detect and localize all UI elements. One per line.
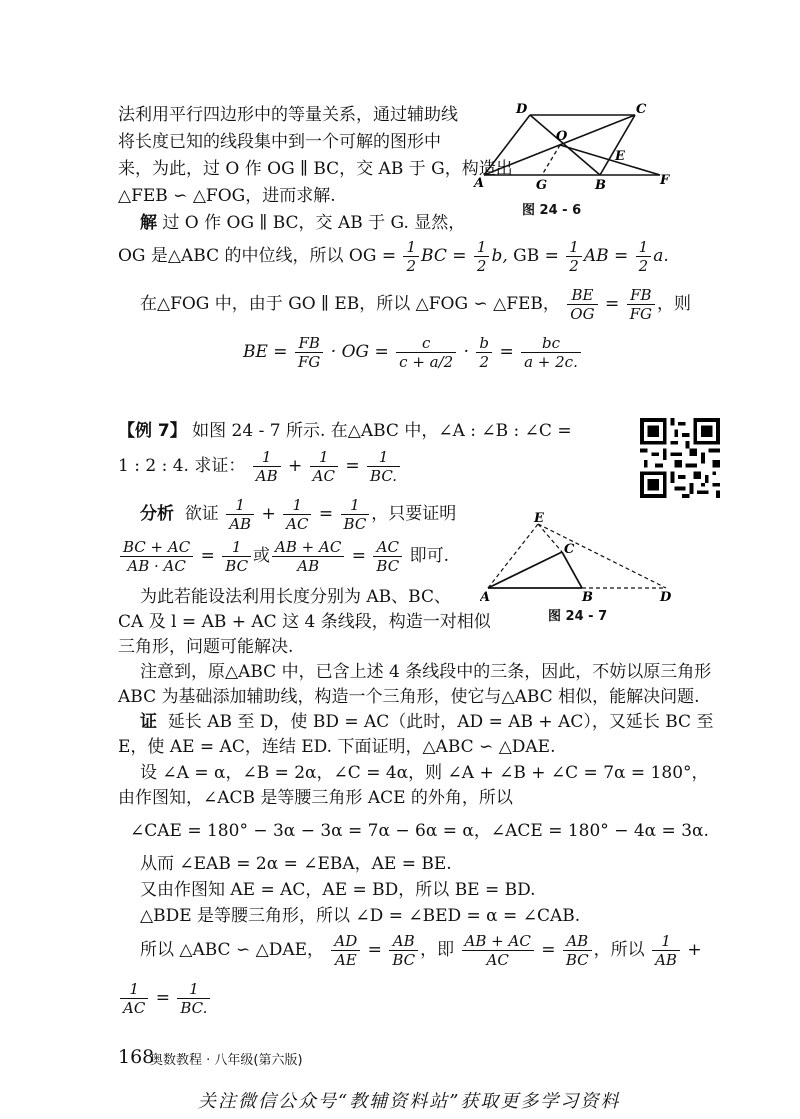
fraction — [295, 334, 323, 371]
numerator: BC + AC — [120, 538, 193, 557]
math-text: BE = — [243, 342, 288, 362]
analysis-label: 分析 — [140, 504, 174, 524]
numerator: 1 — [177, 980, 210, 999]
fraction — [521, 334, 581, 371]
text-line: 又由作图知 AE = AC，AE = BD，所以 BE = BD. — [140, 880, 536, 900]
numerator: 1 — [226, 496, 254, 515]
fraction — [567, 286, 597, 323]
numerator: 1 — [120, 980, 148, 999]
math-text: 所以 △ABC ∽ △DAE， — [140, 940, 325, 960]
denominator: BC — [225, 557, 249, 575]
fraction — [462, 932, 534, 969]
fraction — [226, 496, 254, 533]
fraction — [563, 932, 592, 969]
text-line: ABC 为基础添加辅助线，构造一个三角形，使它与△ABC 相似，能解决问题. — [118, 687, 700, 707]
label-d: D — [516, 102, 528, 117]
math-text: = — [155, 988, 170, 1008]
denominator: AC — [286, 515, 309, 533]
denominator: AC — [312, 467, 335, 485]
text-line — [140, 212, 465, 234]
numerator: AB + AC — [462, 932, 534, 951]
text-line: 注意到，原△ABC 中，已含上述 4 条线段中的三条，因此，不妨以原三角形 — [140, 662, 712, 682]
denominator: 2 — [638, 257, 649, 275]
numerator: 1 — [652, 932, 680, 951]
denominator: 2 — [569, 257, 579, 275]
segment-cb — [562, 552, 582, 588]
label-f: F — [660, 173, 670, 188]
numerator: AB + AC — [272, 538, 344, 557]
fraction — [177, 980, 210, 1017]
fraction — [389, 932, 418, 969]
math-text: GB = — [513, 246, 559, 266]
text-line: E，使 AE = AC，连结 ED. 下面证明，△ABC ∽ △DAE. — [118, 737, 556, 757]
math-text: + — [687, 940, 702, 960]
denominator: OG — [570, 305, 595, 323]
math-text: AB = — [583, 246, 629, 266]
fraction — [403, 238, 419, 275]
numerator: 1 — [636, 238, 652, 257]
math-text: ，则 — [657, 294, 692, 314]
book-title: 奥数教程 · 八年级(第六版) — [150, 1053, 303, 1068]
numerator: 1 — [222, 538, 251, 557]
fraction — [476, 334, 492, 371]
example-label: 【例 7】 — [118, 421, 187, 441]
fraction — [222, 538, 251, 575]
text-line: 为此若能设法利用长度分别为 AB、BC、 — [140, 587, 451, 607]
numerator: 1 — [474, 238, 490, 257]
math-line: 在△FOG 中，由于 GO ∥ EB，所以 △FOG ∽ △FEB， $\frac{BE}{OG}$ = $\frac{FB}{FG}$ ，则 — [140, 286, 692, 323]
fraction — [310, 448, 338, 485]
label-o: O — [556, 129, 568, 144]
text-line: 从而 ∠EAB = 2α = ∠EBA，AE = BE. — [140, 854, 452, 874]
label-d: D — [660, 590, 672, 602]
numerator: AC — [373, 538, 402, 557]
math-text: BC = — [421, 246, 467, 266]
text-line: 设 ∠A = α，∠B = 2α，∠C = 4α，则 ∠A + ∠B + ∠C = 7α = 180°， — [140, 763, 709, 783]
text-line: 将长度已知的线段集中到一个可解的图形中 — [118, 132, 441, 152]
math-text: OG 是△ABC 的中位线，所以 OG = — [118, 246, 397, 266]
fraction — [367, 448, 400, 485]
math-text: · — [463, 342, 470, 362]
numerator: c — [396, 334, 456, 353]
math-text: b, — [491, 246, 508, 266]
fraction — [636, 238, 652, 275]
numerator: 1 — [403, 238, 419, 257]
denominator: 2 — [406, 257, 417, 275]
label-a: A — [480, 590, 491, 602]
label-e: E — [615, 149, 625, 164]
dashed-ed — [538, 524, 666, 588]
numerator: bc — [521, 334, 581, 353]
figure-caption: 图 24 - 6 — [522, 203, 582, 218]
numerator: AD — [331, 932, 360, 951]
math-text: · OG = — [330, 342, 389, 362]
fraction — [120, 538, 193, 575]
dashed-ec — [538, 524, 562, 552]
fraction — [331, 932, 360, 969]
math-line: ∠CAE = 180° − 3α − 3α = 7α − 6α = α，∠ACE = 180° − 4α = 3α. — [130, 821, 709, 841]
numerator: FB — [627, 286, 655, 305]
text-line: 三角形，问题可能解决. — [118, 637, 294, 657]
denominator: a + 2c. — [524, 353, 578, 371]
numerator: BE — [567, 286, 597, 305]
label-b: B — [582, 590, 593, 602]
fraction — [474, 238, 490, 275]
denominator: c + a/2 — [399, 353, 454, 371]
text-line: 由作图知，∠ACB 是等腰三角形 ACE 的外角，所以 — [118, 788, 513, 808]
denominator: AB · AC — [127, 557, 186, 575]
label-g: G — [536, 178, 548, 193]
text-line: △FEB ∽ △FOG，进而求解. — [118, 186, 336, 206]
figure-24-7 — [480, 512, 680, 602]
denominator: BC — [343, 515, 367, 533]
denominator: 2 — [479, 353, 489, 371]
fraction — [272, 538, 344, 575]
math-line: $\frac{BC + AC}{AB \cdot AC}$ = $\frac{1}{BC}$ 或 $\frac{AB + AC}{AB}$ = $\frac{AC}{BC}$ 即可. — [118, 536, 449, 576]
text-line: 来，为此，过 O 作 OG ∥ BC，交 AB 于 G，构造出 — [118, 159, 513, 179]
label-c: C — [564, 542, 575, 557]
denominator: AC — [123, 999, 146, 1017]
fraction — [120, 980, 148, 1017]
fraction — [627, 286, 655, 323]
denominator: AB — [655, 951, 677, 969]
math-text: 在△FOG 中，由于 GO ∥ EB，所以 △FOG ∽ △FEB， — [140, 294, 560, 314]
text-line: CA 及 l = AB + AC 这 4 条线段，构造一对相似 — [118, 612, 491, 632]
dashed-og — [542, 145, 560, 175]
math-line — [118, 236, 669, 276]
denominator: AE — [334, 951, 357, 969]
page-number: 168 — [118, 1046, 155, 1068]
segment-of — [560, 145, 660, 175]
figure-caption: 图 24 - 7 — [548, 609, 608, 624]
math-text: 欲证 — [184, 504, 219, 524]
label-b: B — [595, 178, 606, 193]
denominator: BC. — [180, 999, 208, 1017]
denominator: BC — [565, 951, 589, 969]
example-text: 如图 24 - 7 所示. 在△ABC 中，∠A : ∠B : ∠C = — [192, 421, 572, 441]
qr-code[interactable] — [640, 418, 720, 498]
dashed-ae — [488, 524, 538, 588]
math-text: a. — [653, 246, 669, 266]
denominator: AC — [486, 951, 509, 969]
numerator: AB — [389, 932, 418, 951]
fraction — [652, 932, 680, 969]
footer-watermark-note: 关注微信公众号“教辅资料站”获取更多学习资料 — [198, 1091, 621, 1112]
numerator: b — [476, 334, 492, 353]
numerator: 1 — [566, 238, 582, 257]
fraction — [373, 538, 402, 575]
fraction — [253, 448, 281, 485]
proof-label: 证 — [140, 712, 157, 732]
segment-ac — [488, 552, 562, 588]
math-text: ，只要证明 — [371, 504, 457, 524]
text-line: △BDE 是等腰三角形，所以 ∠D = ∠BED = α = ∠CAB. — [140, 906, 581, 926]
denominator: 2 — [476, 257, 487, 275]
label-a: A — [474, 176, 485, 191]
denominator: AB — [229, 515, 252, 533]
proof-text: 延长 AB 至 D，使 BD = AC（此时，AD = AB + AC），又延长 BC 至 — [167, 712, 714, 732]
numerator: 1 — [283, 496, 311, 515]
math-text: = — [499, 342, 514, 362]
diagonal-db — [530, 115, 600, 175]
fraction — [341, 496, 370, 533]
math-text: ，即 — [420, 940, 455, 960]
label-e: E — [534, 512, 544, 526]
numerator: 1 — [253, 448, 281, 467]
math-line: 1 : 2 : 4. 求证： $\frac{1}{AB}$ + $\frac{1}{AC}$ = $\frac{1}{BC.}$ — [118, 446, 402, 486]
numerator: FB — [295, 334, 323, 353]
solution-text: 过 O 作 OG ∥ BC，交 AB 于 G. 显然， — [162, 213, 466, 233]
numerator: 1 — [310, 448, 338, 467]
math-text: 1 : 2 : 4. 求证： — [118, 456, 246, 476]
denominator: BC — [392, 951, 416, 969]
denominator: AB — [255, 467, 278, 485]
denominator: BC. — [370, 467, 398, 485]
solution-label: 解 — [140, 213, 157, 233]
denominator: BC — [376, 557, 400, 575]
denominator: FG — [629, 305, 653, 323]
example-line — [118, 420, 572, 442]
label-c: C — [636, 102, 647, 117]
fraction — [396, 334, 456, 371]
math-line: 分析 欲证 $\frac{1}{AB}$ + $\frac{1}{AC}$ = $\frac{1}{BC}$ ，只要证明 — [140, 496, 457, 533]
fraction — [283, 496, 311, 533]
math-text: 即可. — [409, 546, 449, 566]
math-line: 所以 △ABC ∽ △DAE， $\frac{AD}{AE}$ = $\frac{AB}{BC}$ ，即 $\frac{AB + AC}{AC}$ = $\frac{AB}{BC}$ ，所以 $\frac{1}{AB}$ + — [140, 932, 702, 969]
math-display — [243, 330, 583, 374]
text-line — [140, 711, 713, 733]
fraction — [566, 238, 582, 275]
denominator: AB — [297, 557, 320, 575]
math-text: ，所以 — [593, 940, 645, 960]
numerator: AB — [563, 932, 592, 951]
text-line: 法利用平行四边形中的等量关系，通过辅助线 — [118, 105, 458, 125]
numerator: 1 — [367, 448, 400, 467]
denominator: FG — [297, 353, 321, 371]
numerator: 1 — [341, 496, 370, 515]
math-line — [118, 978, 212, 1018]
math-text: 或 — [253, 546, 271, 566]
